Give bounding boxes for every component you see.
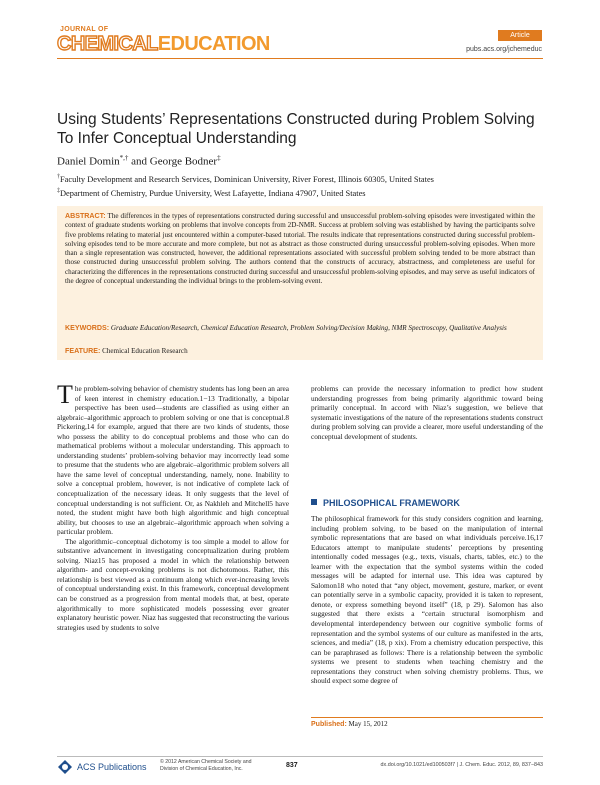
- copyright-line-2: Division of Chemical Education, Inc.: [160, 765, 243, 772]
- abstract-body: The differences in the types of representations constructed during successful and unsuccessful problem-solving episodes were investigated within the context of graduate students working on problems that involve concepts from 2D-NMR. Success at problem solving was established by having the participants solve five problems relating to material just encountered within a computer-based tutorial. The results indicate that representations constructed during successful problem-solving episodes tend to be more accurate and more complete, but not as abstract as those constructed during unsuccessful problem-solving episodes. When more than a single representation was constructed, however, the additional representations associated with successful problem solving tended to be more abstract than those constructed during unsuccessful problem solving. The authors contend that the constructs of accuracy, abstractness, and completeness are useful for characterizing the differences in the representations constructed during successful and unsuccessful problem-solving episodes, and may serve as useful indicators of the degree of conceptual understanding the individual brings to the problem-solving event.: [65, 212, 535, 286]
- journal-logo-chemical: CHEMICAL: [57, 33, 158, 55]
- author-1-marks: *,†: [119, 154, 129, 162]
- body-right-column-bottom: [311, 514, 543, 686]
- drop-cap: T: [57, 380, 73, 409]
- body-left-column: [57, 380, 289, 632]
- author-2[interactable]: George Bodner: [149, 155, 218, 168]
- author-connector: and: [128, 155, 150, 168]
- section-heading-text: PHILOSOPHICAL FRAMEWORK: [323, 498, 460, 508]
- body-right-column-top: [311, 384, 543, 441]
- journal-logo-education: EDUCATION: [157, 33, 270, 55]
- article-type-badge: Article: [498, 30, 542, 41]
- publisher-name[interactable]: ACS Publications: [77, 762, 147, 772]
- published-line: [311, 717, 543, 728]
- footer-divider: [57, 756, 543, 757]
- journal-url[interactable]: pubs.acs.org/jchemeduc: [466, 46, 542, 53]
- section-heading: [311, 498, 460, 508]
- keywords-label: KEYWORDS:: [65, 324, 110, 332]
- journal-top-label: JOURNAL OF: [60, 26, 109, 33]
- section-square-icon: [311, 499, 317, 505]
- published-date: May 15, 2012: [348, 720, 388, 728]
- right-paragraph-2: The philosophical framework for this study considers cognition and learning, including problem solving, to be based on the manipulation of internal symbolic representations that are based on what individuals perceive.16,17 Educators attempt to manipulate students’ perceptions by presenting intentionally coded messages (e.g., texts, visuals, charts, tables, etc.) to the learner with the expectation that the symbol systems within the coded messages will be adapted for internal use. This idea was captured by Salomon18 who noted that “any object, movement, gesture, marker, or event can potentially serve in a symbolic capacity, provided it is taken to represent, denote, or express something beyond itself” (18, p 29). Salomon has also suggested that there exists a “certain structural isomorphism and developmental interdependency between our cognitive symbolic forms of representation and the symbol systems of our culture as manifested in the arts, sciences, and media” (18, p xix). From a chemistry education perspective, this can be paraphrased as follows: There is a relationship between the symbolic systems we present to students when teaching chemistry and the representations they construct when solving chemistry problems. Thus, we should expect some degree of: [311, 514, 543, 686]
- author-2-marks: ‡: [217, 154, 221, 162]
- right-paragraph-1: problems can provide the necessary information to predict how student understanding progresses from being primarily algorithmic toward being primarily conceptual. In accord with Niaz’s suggestion, we believe that systematic investigations of the nature of the representations students construct during problem solving can provide a clearer, more useful understanding of the conceptual development of students.: [311, 384, 543, 441]
- author-line: [57, 154, 221, 168]
- article-title: Using Students’ Representations Constructed during Problem Solving To Infer Conceptual Understanding: [57, 111, 535, 147]
- copyright: [160, 759, 290, 772]
- feature-label: FEATURE:: [65, 347, 101, 355]
- doi-citation[interactable]: dx.doi.org/10.1021/ed100503f7 | J. Chem. Educ. 2012, 89, 837−843: [380, 762, 543, 768]
- left-paragraph-2: The algorithmic–conceptual dichotomy is too simple a model to allow for substantive advancement in investigating conceptualization during problem solving. Niaz15 has proposed a model in which the relationship between algorithm- and concept-evoking problems is not dichotomous. Rather, this relationship is best viewed as a continuum along which ever-increasing levels of conceptual understanding exist. In this framework, conceptual development can be construed as a progression from mental models that, at best, operate algorithmically to more sophisticated models possessing ever greater explanatory heuristic power. Niaz has suggested that reconstructing the various strategies used by students to solve: [57, 536, 289, 632]
- abstract-text: [65, 212, 535, 286]
- author-1[interactable]: Daniel Domin: [57, 155, 120, 168]
- affiliation-2-mark: ‡: [57, 188, 60, 194]
- published-label: Published:: [311, 721, 347, 728]
- abstract-label: ABSTRACT:: [65, 212, 106, 220]
- journal-logo: [57, 33, 270, 56]
- header-divider: [57, 58, 543, 59]
- keywords-list: Graduate Education/Research, Chemical Education Research, Problem Solving/Decision Making, NMR Spectroscopy, Qualitative Analysis: [110, 324, 507, 332]
- affiliation-2: [57, 186, 543, 199]
- acs-logo-icon: [57, 759, 73, 775]
- affiliation-1-text: Faculty Development and Research Services, Dominican University, River Forest, Illinois 60305, United States: [60, 174, 434, 184]
- affiliation-2-text: Department of Chemistry, Purdue University, West Lafayette, Indiana 47907, United States: [60, 188, 366, 198]
- left-paragraph-1: he problem-solving behavior of chemistry students has long been an area of keen interest in chemistry education.1−13 Traditionally, a bipolar perspective has been used—students are classified as using either an algebraic–algorithmic approach to problem solving or one that is conceptual.8 Pickering,14 for example, argued that there are two kinds of students, those who possess the ability to do conceptual problems and those who can do mathematical problems without a molecular understanding. This approach to understanding students’ problem-solving behavior may incorrectly lead some to presume that the students who are algebraic–algorithmic problem solvers all have the same level of conceptual understanding, namely, none. Inability to solve a conceptual problem, however, is not indicative of complete lack of conceptualization of the necessary ideas. It only suggests that the level of conceptual understanding is not sufficient. Or, as Nakhleh and Mitchell5 have noted, the student might have both high algorithmic and high conceptual ability, but chooses to use an algebraic–algorithmic approach when solving a particular problem.: [57, 384, 289, 537]
- keywords-line: [65, 324, 535, 333]
- affiliation-1: [57, 172, 543, 185]
- affiliation-1-mark: †: [57, 174, 60, 180]
- body-paragraph: [57, 380, 289, 537]
- page-number: 837: [286, 762, 298, 769]
- feature-value: Chemical Education Research: [102, 347, 188, 355]
- copyright-line-1: © 2012 American Chemical Society and: [160, 759, 252, 765]
- feature-line: [65, 347, 535, 355]
